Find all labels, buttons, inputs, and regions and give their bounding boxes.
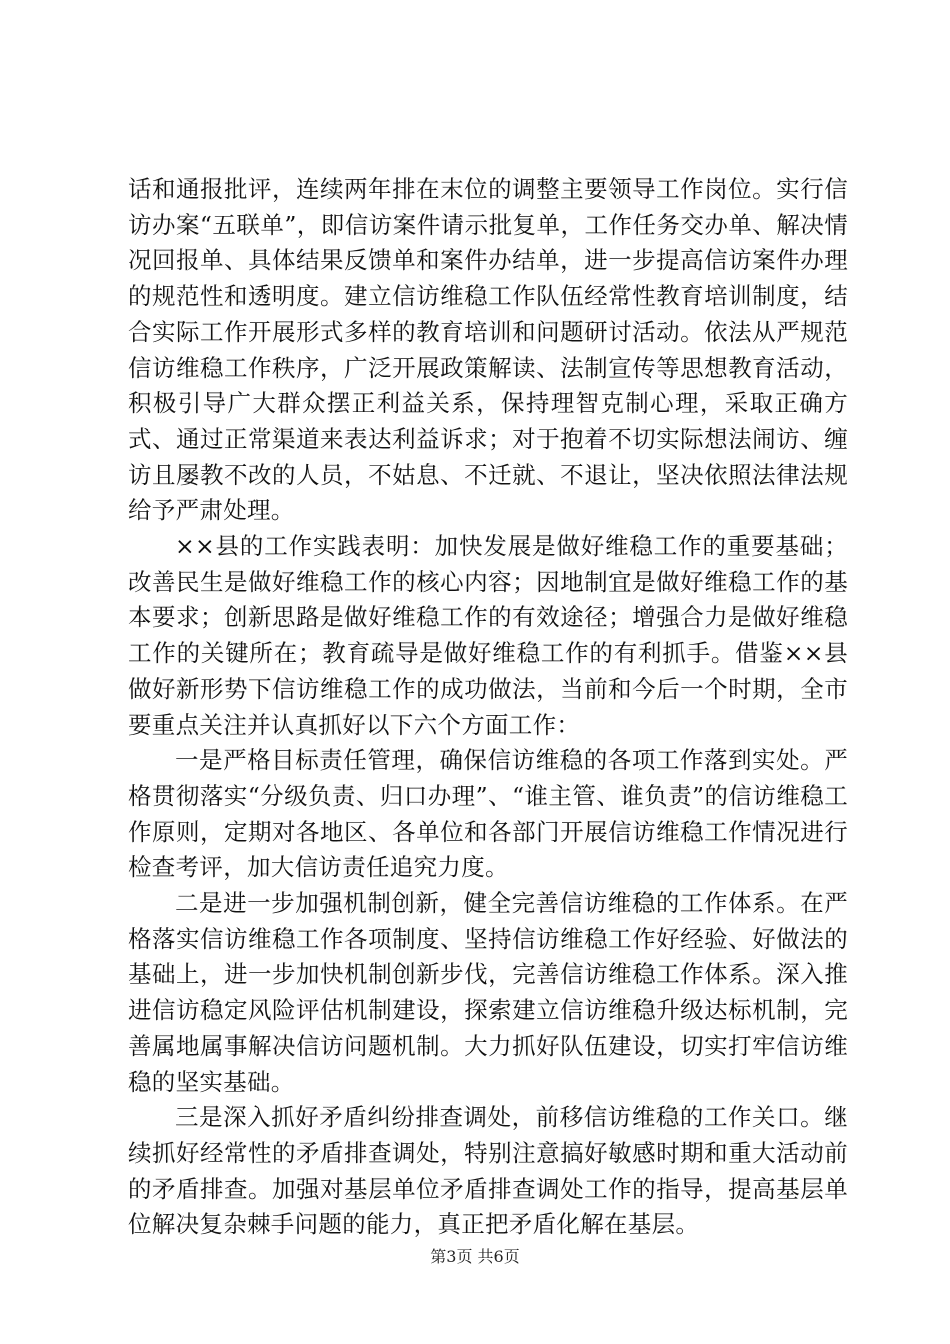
document-body — [128, 172, 848, 1243]
paragraph-summary: ××县的工作实践表明：加快发展是做好维稳工作的重要基础；改善民生是做好维稳工作的核心内容；因地制宜是做好维稳工作的基本要求；创新思路是做好维稳工作的有效途径；增强合力是做好维稳工作的关键所在；教育疏导是做好维稳工作的有利抓手。借鉴××县做好新形势下信访维稳工作的成功做法，当前和今后一个时期，全市要重点关注并认真抓好以下六个方面工作： — [128, 532, 848, 739]
page-number-footer: 第3页 共6页 — [430, 1247, 520, 1266]
paragraph-point-two: 二是进一步加强机制创新，健全完善信访维稳的工作体系。在严格落实信访维稳工作各项制度、坚持信访维稳工作好经验、好做法的基础上，进一步加快机制创新步伐，完善信访维稳工作体系。深入推进信访稳定风险评估机制建设，探索建立信访维稳升级达标机制，完善属地属事解决信访问题机制。大力抓好队伍建设，切实打牢信访维稳的坚实基础。 — [128, 889, 848, 1096]
paragraph-point-three: 三是深入抓好矛盾纠纷排查调处，前移信访维稳的工作关口。继续抓好经常性的矛盾排查调处，特别注意搞好敏感时期和重大活动前的矛盾排查。加强对基层单位矛盾排查调处工作的指导，提高基层单位解决复杂棘手问题的能力，真正把矛盾化解在基层。 — [128, 1103, 848, 1239]
paragraph-continued: 话和通报批评，连续两年排在末位的调整主要领导工作岗位。实行信访办案“五联单”，即信访案件请示批复单，工作任务交办单、解决情况回报单、具体结果反馈单和案件办结单，进一步提高信访案件办理的规范性和透明度。建立信访维稳工作队伍经常性教育培训制度，结合实际工作开展形式多样的教育培训和问题研讨活动。依法从严规范信访维稳工作秩序，广泛开展政策解读、法制宣传等思想教育活动，积极引导广大群众摆正利益关系，保持理智克制心理，采取正确方式、通过正常渠道来表达利益诉求；对于抱着不切实际想法闹访、缠访且屡教不改的人员，不姑息、不迁就、不退让，坚决依照法律法规给予严肃处理。 — [128, 175, 848, 525]
paragraph-point-one: 一是严格目标责任管理，确保信访维稳的各项工作落到实处。严格贯彻落实“分级负责、归口办理”、“谁主管、谁负责”的信访维稳工作原则，定期对各地区、各单位和各部门开展信访维稳工作情况进行检查考评，加大信访责任追究力度。 — [128, 746, 848, 882]
